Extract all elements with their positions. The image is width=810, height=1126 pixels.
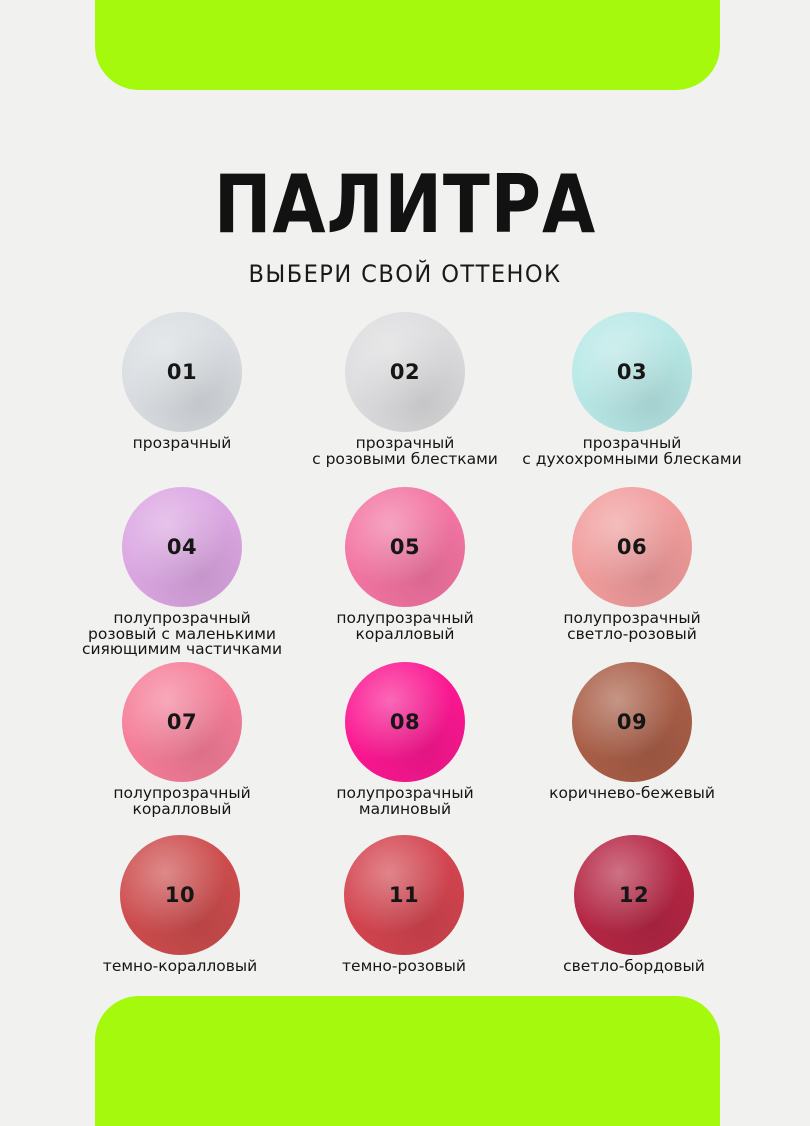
shade-number: 10 [164, 883, 196, 907]
shade-swatch[interactable] [344, 835, 464, 955]
shade-label-line: темно-розовый [342, 957, 466, 975]
shade-label-line: полупрозрачный [336, 609, 474, 627]
shade-number: 03 [616, 360, 648, 384]
shade-number: 12 [618, 883, 650, 907]
shade-swatch[interactable] [345, 662, 465, 782]
shade-number: 11 [388, 883, 420, 907]
shade-label-line: прозрачный [582, 434, 682, 452]
shade-label-line: полупрозрачный [336, 784, 474, 802]
shade-number: 08 [389, 710, 421, 734]
shade-number: 07 [166, 710, 198, 734]
shade-label-line: сияющимим частичками [81, 640, 283, 658]
shade-swatch[interactable] [572, 662, 692, 782]
shade-swatch[interactable] [572, 487, 692, 607]
shade-label [492, 436, 772, 467]
shade-swatch[interactable] [345, 487, 465, 607]
shade-label-line: прозрачный [355, 434, 455, 452]
shade-label-line: коричнево-бежевый [549, 784, 715, 802]
shade-label-line: коралловый [132, 799, 232, 818]
shade-label-line: светло-бордовый [563, 957, 705, 975]
shade-swatch[interactable] [574, 835, 694, 955]
shade-label [494, 959, 774, 975]
shade-swatch[interactable] [122, 662, 242, 782]
page-subtitle: ВЫБЕРИ СВОЙ ОТТЕНОК [248, 260, 562, 288]
shade-label-line: коралловый [355, 624, 455, 643]
shade-label-line: с розовыми блестками [312, 449, 498, 468]
shade-label-line: полупрозрачный [113, 609, 251, 627]
shade-swatch[interactable] [120, 835, 240, 955]
shade-swatch[interactable] [122, 487, 242, 607]
shade-swatch[interactable] [572, 312, 692, 432]
shade-swatch[interactable] [345, 312, 465, 432]
shade-number: 06 [616, 535, 648, 559]
shade-label-line: темно-коралловый [102, 957, 258, 975]
shade-number: 04 [166, 535, 198, 559]
shade-number: 01 [166, 360, 198, 384]
shade-label-line: светло-розовый [567, 624, 697, 643]
shade-label-line: полупрозрачный [563, 609, 701, 627]
shade-label-line: розовый с маленькими [88, 624, 276, 643]
shade-label-line: прозрачный [132, 434, 232, 452]
shade-label [492, 611, 772, 642]
shade-number: 02 [389, 360, 421, 384]
shade-swatch[interactable] [122, 312, 242, 432]
bottom-accent-band [95, 996, 720, 1126]
shade-number: 09 [616, 710, 648, 734]
shade-number: 05 [389, 535, 421, 559]
shade-label [492, 786, 772, 802]
page-title: ПАЛИТРА [213, 158, 597, 251]
shade-label-line: полупрозрачный [113, 784, 251, 802]
shade-label-line: с духохромными блесками [522, 449, 742, 468]
shade-label-line: малиновый [358, 799, 452, 818]
